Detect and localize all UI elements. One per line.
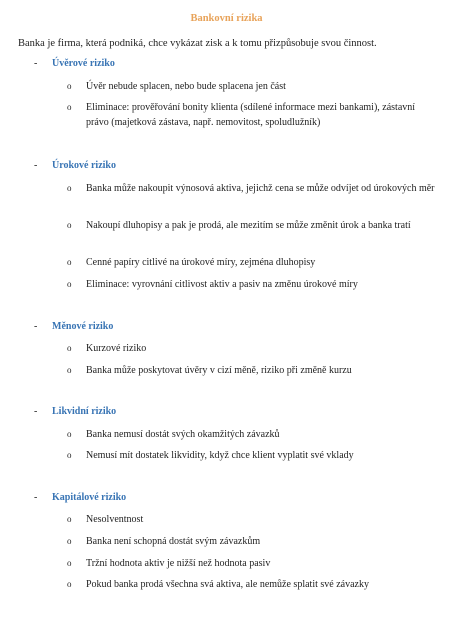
bullet-marker: o [67, 220, 72, 230]
intro-paragraph: Banka je firma, která podniká, chce vykázat zisk a k tomu přizpůsobuje svou činnost. [18, 38, 377, 49]
bullet-marker: o [67, 257, 72, 267]
bullet-marker: o [67, 429, 72, 439]
list-item-text: Banka může poskytovat úvěry v cizí měně, riziko při změně kurzu [86, 365, 352, 376]
bullet-marker: o [67, 514, 72, 524]
section-heading: Likvidní riziko [52, 406, 117, 417]
list-item-text: Pokud banka prodá všechna svá aktiva, ale nemůže splatit své závazky [86, 579, 369, 590]
list-item-text: Kurzové riziko [86, 343, 147, 354]
list-item-text: Banka může nakoupit výnosová aktiva, jejichž cena se může odvíjet od úrokových měr [86, 183, 435, 194]
list-item-text: Banka není schopná dostát svým závazkům [86, 536, 261, 547]
list-item-text: Banka nemusí dostát svých okamžitých závazků [86, 429, 280, 440]
section-dash-marker: - [34, 492, 38, 503]
bullet-marker: o [67, 558, 72, 568]
document-title: Bankovní rizika [190, 13, 263, 24]
section-heading: Kapitálové riziko [52, 492, 127, 503]
list-item-text: Nemusí mít dostatek likvidity, když chce klient vyplatit své vklady [86, 450, 354, 461]
bullet-marker: o [67, 183, 72, 193]
list-item-text: Nakoupí dluhopisy a pak je prodá, ale mezitím se může změnit úrok a banka tratí [86, 220, 411, 231]
section-dash-marker: - [34, 406, 38, 417]
bullet-marker: o [67, 279, 72, 289]
bullet-marker: o [67, 81, 72, 91]
bullet-marker: o [67, 450, 72, 460]
list-item-text: Cenné papíry citlivé na úrokové míry, zejména dluhopisy [86, 257, 316, 268]
bullet-marker: o [67, 102, 72, 112]
bullet-marker: o [67, 536, 72, 546]
section-dash-marker: - [34, 58, 38, 69]
section-heading: Úvěrové riziko [52, 58, 115, 69]
list-item-text: Nesolventnost [86, 514, 144, 525]
list-item-text: Tržní hodnota aktiv je nižší než hodnota pasiv [86, 558, 271, 569]
list-item-text: Eliminace: vyrovnání citlivost aktiv a pasiv na změnu úrokové míry [86, 279, 358, 290]
list-item-text: Eliminace: prověřování bonity klienta (sdílené informace mezi bankami), zástavní právo (majetková zástava, např. nemovitost, spoludlužník) [86, 102, 416, 128]
bullet-marker: o [67, 343, 72, 353]
bullet-marker: o [67, 365, 72, 375]
section-dash-marker: - [34, 321, 38, 332]
bullet-marker: o [67, 579, 72, 589]
list-item-text: Úvěr nebude splacen, nebo bude splacena jen část [86, 81, 286, 92]
section-heading: Měnové riziko [52, 321, 114, 332]
section-dash-marker: - [34, 160, 38, 171]
section-heading: Úrokové riziko [52, 160, 116, 171]
